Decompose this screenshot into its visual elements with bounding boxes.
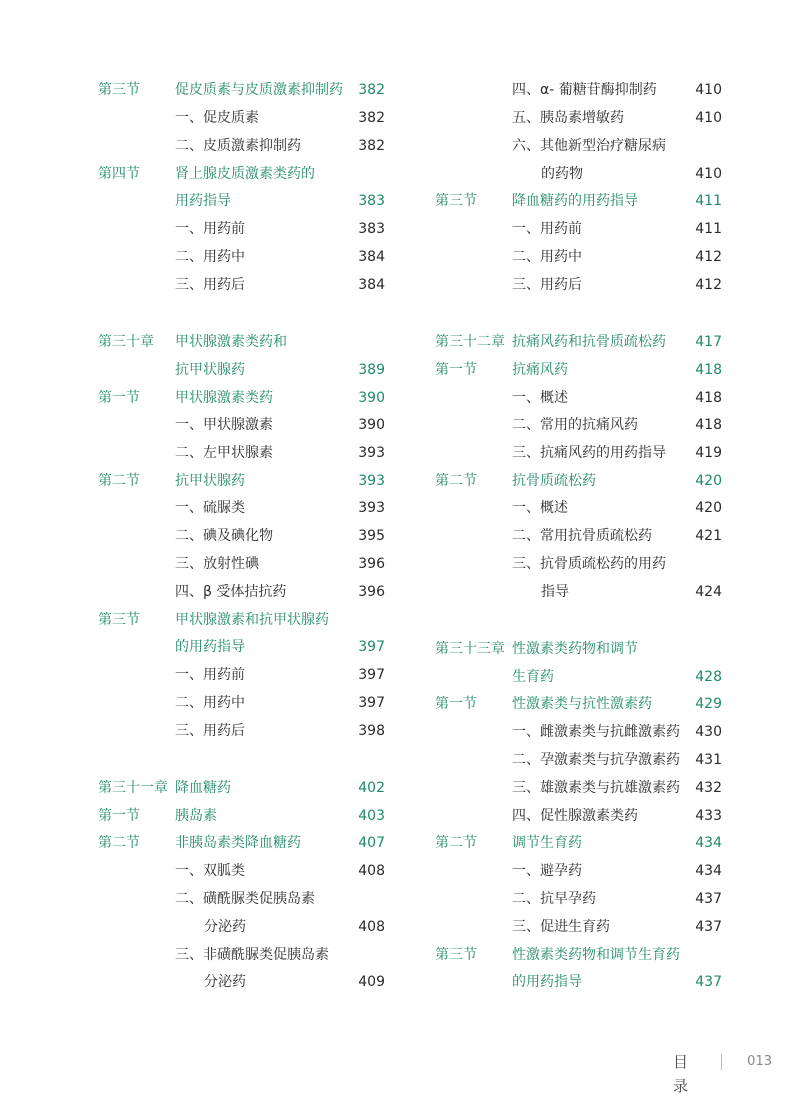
toc-entry-label: 第四节 [98,166,140,182]
toc-entry[interactable] [98,885,385,913]
toc-entry-label: 第一节 [98,390,140,406]
toc-entry-label: 第三十二章 [435,334,505,350]
toc-entry-title: 二、磺酰脲类促胰岛素 [175,891,315,907]
toc-entry-page: 396 [358,584,385,600]
toc-entry-page: 437 [695,919,722,935]
toc-entry-title: 二、碘及碘化物 [175,528,273,544]
toc-entry-title: 抗甲状腺药 [175,362,245,378]
toc-entry-page: 384 [358,277,385,293]
toc-entry-page: 396 [358,556,385,572]
toc-entry[interactable] [435,968,722,996]
toc-entry[interactable] [435,187,722,215]
toc-entry[interactable] [435,550,722,578]
toc-entry-page: 407 [358,835,385,851]
toc-entry-title: 促皮质素与皮质激素抑制药 [175,82,343,98]
toc-entry-page: 424 [695,584,722,600]
toc-entry-page: 437 [695,974,722,990]
toc-entry-page: 418 [695,417,722,433]
toc-entry-page: 410 [695,166,722,182]
toc-entry-page: 395 [358,528,385,544]
toc-entry[interactable] [435,243,722,271]
toc-entry-title: 三、用药后 [175,277,245,293]
toc-entry-page: 431 [695,752,722,768]
toc-entry[interactable] [435,802,722,830]
toc-entry-title: 二、用药中 [175,249,245,265]
toc-entry[interactable] [435,522,722,550]
toc-entry-page: 420 [695,473,722,489]
toc-entry-title: 二、常用的抗痛风药 [512,417,638,433]
toc-entry-title: 三、放射性碘 [175,556,259,572]
toc-entry[interactable] [98,522,385,550]
toc-entry[interactable] [98,774,385,802]
toc-entry[interactable] [435,941,722,969]
toc-entry[interactable] [435,578,722,606]
toc-entry-title: 四、α- 葡糖苷酶抑制药 [512,82,657,98]
toc-entry[interactable] [98,328,385,356]
toc-entry[interactable] [435,494,722,522]
toc-entry-page: 419 [695,445,722,461]
toc-entry-title: 一、用药前 [175,221,245,237]
toc-entry-page: 393 [358,473,385,489]
toc-entry-title: 抗痛风药和抗骨质疏松药 [512,334,666,350]
toc-entry-title: 胰岛素 [175,808,217,824]
toc-entry-label: 第三节 [98,82,140,98]
toc-entry-page: 408 [358,919,385,935]
toc-entry-title: 一、用药前 [512,221,582,237]
toc-entry-title: 的药物 [541,166,583,182]
toc-entry-title: 的用药指导 [175,639,245,655]
toc-entry-title: 甲状腺激素类药和 [175,334,287,350]
footer-divider [721,1054,722,1070]
toc-entry-title: 生育药 [512,669,554,685]
toc-entry-page: 433 [695,808,722,824]
footer-title: 目 录 [672,1053,700,1095]
toc-entry[interactable] [98,356,385,384]
toc-entry-title: 指导 [541,584,569,600]
toc-entry-page: 382 [358,82,385,98]
toc-entry-page: 421 [695,528,722,544]
toc-entry-label: 第三节 [435,947,477,963]
toc-entry[interactable] [98,913,385,941]
toc-entry-title: 甲状腺激素类药 [175,390,273,406]
toc-entry[interactable] [98,243,385,271]
toc-entry-page: 408 [358,863,385,879]
toc-entry-title: 一、概述 [512,390,568,406]
toc-entry[interactable] [98,802,385,830]
toc-entry-label: 第二节 [435,473,477,489]
toc-entry[interactable] [435,271,722,299]
toc-entry[interactable] [435,663,722,691]
toc-entry[interactable] [98,857,385,885]
toc-entry[interactable] [435,439,722,467]
toc-entry[interactable] [98,384,385,412]
toc-entry-title: 性激素类药物和调节生育药 [512,947,680,963]
toc-entry[interactable] [98,829,385,857]
toc-entry-title: 六、其他新型治疗糖尿病 [512,138,666,154]
toc-entry-title: 四、促性腺激素类药 [512,808,638,824]
toc-entry-page: 418 [695,390,722,406]
toc-entry-title: 二、抗早孕药 [512,891,596,907]
toc-entry-page: 383 [358,221,385,237]
toc-entry[interactable] [435,160,722,188]
toc-entry[interactable] [435,913,722,941]
toc-entry-title: 一、甲状腺激素 [175,417,273,433]
toc-entry-title: 一、概述 [512,500,568,516]
toc-entry-page: 411 [695,221,722,237]
toc-entry-title: 用药指导 [175,193,231,209]
toc-entry[interactable] [98,633,385,661]
toc-entry-page: 389 [358,362,385,378]
toc-entry[interactable] [98,104,385,132]
toc-entry-label: 第二节 [98,473,140,489]
toc-entry-title: 三、抗痛风药的用药指导 [512,445,666,461]
toc-entry-label: 第二节 [435,835,477,851]
toc-entry-page: 430 [695,724,722,740]
toc-entry[interactable] [435,829,722,857]
toc-entry[interactable] [435,132,722,160]
toc-entry-page: 412 [695,249,722,265]
toc-entry[interactable] [98,439,385,467]
toc-entry-page: 428 [695,669,722,685]
toc-entry-page: 398 [358,723,385,739]
toc-entry-page: 393 [358,445,385,461]
toc-entry[interactable] [435,885,722,913]
toc-entry-title: 四、β 受体拮抗药 [175,584,287,600]
toc-entry-page: 397 [358,639,385,655]
toc-entry-page: 411 [695,193,722,209]
toc-entry[interactable] [435,215,722,243]
toc-entry-title: 抗骨质疏松药 [512,473,596,489]
toc-entry-page: 402 [358,780,385,796]
toc-entry[interactable] [435,774,722,802]
toc-entry-title: 三、抗骨质疏松药的用药 [512,556,666,572]
toc-entry-label: 第三十章 [98,334,154,350]
toc-entry-label: 第三节 [98,612,140,628]
toc-entry[interactable] [98,968,385,996]
toc-entry[interactable] [435,328,722,356]
toc-entry[interactable] [98,411,385,439]
toc-entry-label: 第二节 [98,835,140,851]
toc-entry-page: 417 [695,334,722,350]
toc-entry-page: 397 [358,667,385,683]
toc-entry-title: 三、用药后 [175,723,245,739]
toc-entry-title: 降血糖药 [175,780,231,796]
toc-entry[interactable] [98,160,385,188]
toc-entry-page: 382 [358,138,385,154]
toc-entry-title: 二、用药中 [512,249,582,265]
toc-entry-page: 410 [695,110,722,126]
toc-entry-title: 的用药指导 [512,974,582,990]
toc-entry-page: 390 [358,390,385,406]
toc-entry-label: 第一节 [435,362,477,378]
toc-entry-page: 429 [695,696,722,712]
toc-entry-title: 五、胰岛素增敏药 [512,110,624,126]
toc-entry-title: 肾上腺皮质激素类药的 [175,166,315,182]
toc-entry-page: 420 [695,500,722,516]
toc-entry[interactable] [435,690,722,718]
toc-entry-title: 甲状腺激素和抗甲状腺药 [175,612,329,628]
toc-entry-page: 384 [358,249,385,265]
toc-entry-page: 418 [695,362,722,378]
toc-entry-label: 第一节 [435,696,477,712]
toc-entry[interactable] [98,215,385,243]
toc-entry-page: 412 [695,277,722,293]
toc-entry-label: 第三十一章 [98,780,168,796]
toc-entry-page: 409 [358,974,385,990]
toc-entry[interactable] [435,857,722,885]
toc-entry[interactable] [435,356,722,384]
toc-entry-label: 第三十三章 [435,641,505,657]
toc-entry-title: 降血糖药的用药指导 [512,193,638,209]
toc-entry[interactable] [98,661,385,689]
toc-entry[interactable] [98,76,385,104]
toc-entry[interactable] [435,635,722,663]
toc-entry-title: 一、双胍类 [175,863,245,879]
toc-entry-title: 性激素类药物和调节 [512,641,638,657]
toc-entry-title: 非胰岛素类降血糖药 [175,835,301,851]
toc-entry-page: 434 [695,863,722,879]
toc-entry-title: 二、用药中 [175,695,245,711]
toc-entry[interactable] [98,467,385,495]
toc-entry[interactable] [98,550,385,578]
toc-entry-title: 调节生育药 [512,835,582,851]
toc-entry-title: 三、非磺酰脲类促胰岛素 [175,947,329,963]
toc-entry-title: 二、孕激素类与抗孕激素药 [512,752,680,768]
toc-entry[interactable] [435,411,722,439]
toc-entry-title: 一、硫脲类 [175,500,245,516]
toc-entry-title: 抗痛风药 [512,362,568,378]
toc-entry-page: 390 [358,417,385,433]
toc-entry-title: 分泌药 [204,919,246,935]
toc-entry[interactable] [98,606,385,634]
toc-entry[interactable] [98,187,385,215]
toc-entry-title: 三、促进生育药 [512,919,610,935]
toc-entry[interactable] [98,941,385,969]
toc-entry-label: 第三节 [435,193,477,209]
toc-entry-page: 410 [695,82,722,98]
toc-entry-page: 383 [358,193,385,209]
toc-entry-title: 二、左甲状腺素 [175,445,273,461]
toc-entry-title: 抗甲状腺药 [175,473,245,489]
toc-entry[interactable] [435,467,722,495]
toc-entry[interactable] [98,271,385,299]
toc-entry-page: 437 [695,891,722,907]
toc-entry-title: 三、用药后 [512,277,582,293]
toc-entry[interactable] [98,494,385,522]
footer-page-number: 013 [747,1054,772,1069]
toc-entry[interactable] [435,718,722,746]
toc-entry-label: 第一节 [98,808,140,824]
toc-entry-title: 二、常用抗骨质疏松药 [512,528,652,544]
toc-entry-page: 403 [358,808,385,824]
toc-entry[interactable] [435,384,722,412]
toc-entry-title: 分泌药 [204,974,246,990]
toc-entry-title: 一、雌激素类与抗雌激素药 [512,724,680,740]
toc-entry-page: 434 [695,835,722,851]
toc-entry-page: 393 [358,500,385,516]
toc-entry[interactable] [98,578,385,606]
toc-entry[interactable] [435,746,722,774]
toc-entry[interactable] [98,717,385,745]
toc-entry-title: 一、促皮质素 [175,110,259,126]
toc-entry-title: 性激素类与抗性激素药 [512,696,652,712]
toc-entry-title: 二、皮质激素抑制药 [175,138,301,154]
toc-entry[interactable] [98,132,385,160]
toc-entry-title: 一、避孕药 [512,863,582,879]
toc-entry[interactable] [98,689,385,717]
toc-entry-title: 一、用药前 [175,667,245,683]
toc-entry[interactable] [435,76,722,104]
toc-entry[interactable] [435,104,722,132]
toc-entry-page: 432 [695,780,722,796]
toc-entry-title: 三、雄激素类与抗雄激素药 [512,780,680,796]
toc-entry-page: 397 [358,695,385,711]
toc-entry-page: 382 [358,110,385,126]
